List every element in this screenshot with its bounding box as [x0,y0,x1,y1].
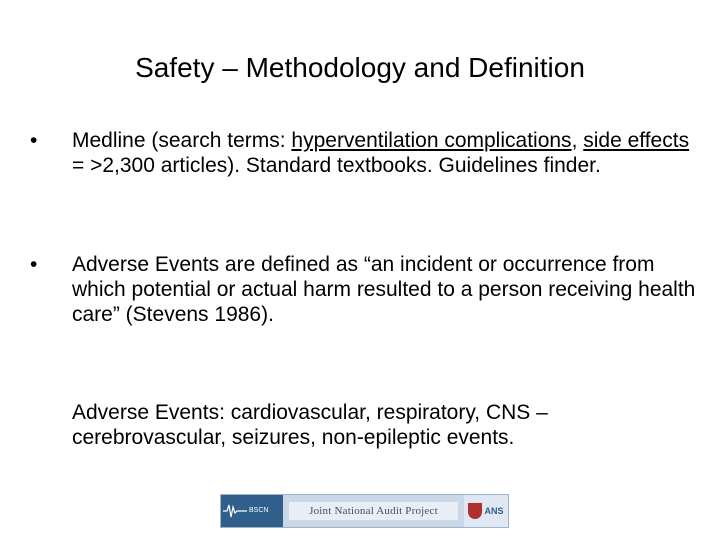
bullet-item-medline [30,128,700,178]
adverse-events-paragraph: Adverse Events: cardiovascular, respiratory, CNS – cerebrovascular, seizures, non-epileptic events. [72,401,548,449]
bscn-logo-label: BSCN [249,507,269,514]
underlined-term-side-effects: side effects [583,129,690,152]
bullet-text-segment: , [571,129,584,152]
bullet-text: Adverse Events are defined as “an incident or occurrence from which potential or actual harm resulted to a person receiving health care” (Stevens 1986). [72,253,696,326]
bullet-text [72,128,700,178]
bullet-item-adverse-events [30,252,700,327]
ans-logo-label: ANS [484,506,504,516]
eeg-wave-icon [223,501,247,521]
ans-logo [464,495,508,527]
underlined-term-hyperventilation: hyperventilation complications [291,129,572,152]
bullet-text-segment: Medline (search terms: [72,129,292,152]
slide-title: Safety – Methodology and Definition [135,52,585,83]
bullet-text-segment: = >2,300 articles). Standard textbooks. Guidelines finder. [72,154,601,177]
bullet-symbol: • [30,253,38,276]
bscn-logo [221,495,283,527]
bullet-symbol: • [30,129,38,152]
footer-banner [220,494,509,528]
banner-title: Joint National Audit Project [289,502,458,520]
crest-icon [468,503,482,519]
